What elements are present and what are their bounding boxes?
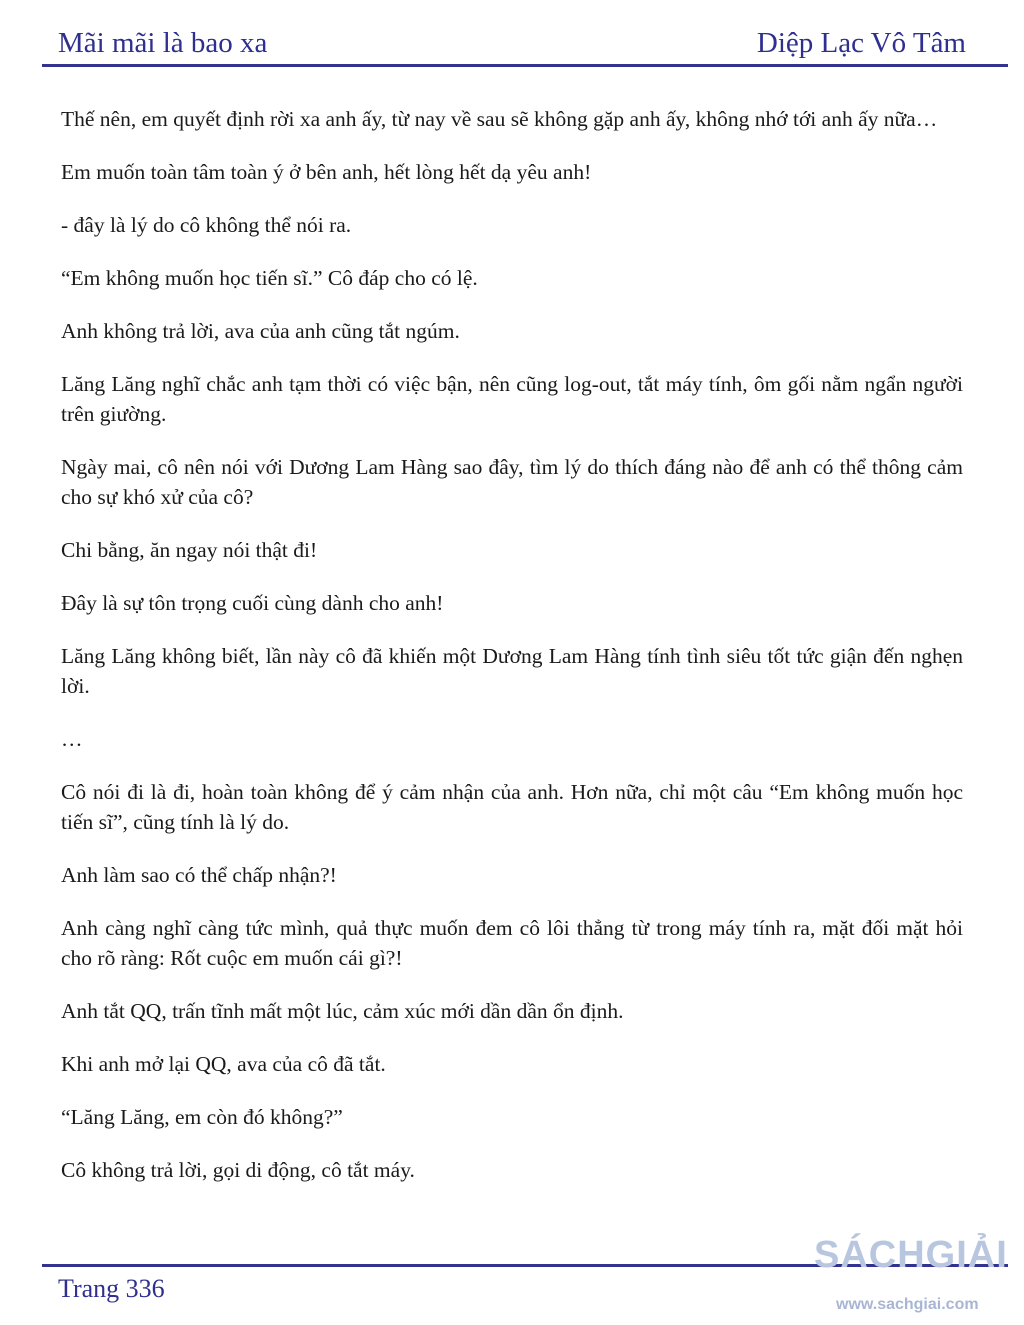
paragraph: Cô nói đi là đi, hoàn toàn không để ý cảm nhận của anh. Hơn nữa, chỉ một câu “Em không muốn học tiến sĩ”, cũng tính là lý do. <box>61 780 963 834</box>
paragraph: Lăng Lăng nghĩ chắc anh tạm thời có việc bận, nên cũng log-out, tắt máy tính, ôm gối nằm ngẩn người trên giường. <box>61 372 963 426</box>
book-title: Mãi mãi là bao xa <box>58 27 268 59</box>
author-name: Diệp Lạc Vô Tâm <box>756 27 966 59</box>
paragraph: Cô không trả lời, gọi di động, cô tắt máy. <box>61 1158 415 1182</box>
paragraph: Anh làm sao có thể chấp nhận?! <box>61 863 337 887</box>
paragraph: Lăng Lăng không biết, lần này cô đã khiến một Dương Lam Hàng tính tình siêu tốt tức giận đến nghẹn lời. <box>61 644 963 698</box>
watermark-url: www.sachgiai.com <box>836 1296 979 1313</box>
paragraph: Anh tắt QQ, trấn tĩnh mất một lúc, cảm xúc mới dần dần ổn định. <box>61 999 624 1023</box>
paragraph: Em muốn toàn tâm toàn ý ở bên anh, hết lòng hết dạ yêu anh! <box>61 160 592 184</box>
page-header <box>0 0 1024 68</box>
page-body <box>61 104 963 1208</box>
paragraph: “Em không muốn học tiến sĩ.” Cô đáp cho có lệ. <box>61 266 478 290</box>
paragraph-ellipsis: … <box>61 727 83 751</box>
paragraph: Đây là sự tôn trọng cuối cùng dành cho anh! <box>61 591 444 615</box>
watermark <box>814 1222 1020 1318</box>
paragraph: Thế nên, em quyết định rời xa anh ấy, từ nay về sau sẽ không gặp anh ấy, không nhớ tới anh ấy nữa… <box>61 107 938 131</box>
paragraph: Anh càng nghĩ càng tức mình, quả thực muốn đem cô lôi thẳng từ trong máy tính ra, mặt đối mặt hỏi cho rõ ràng: Rốt cuộc em muốn cái gì?! <box>61 916 963 970</box>
watermark-logo: SÁCHGIẢI <box>814 1234 1008 1276</box>
header-divider <box>42 64 1008 67</box>
paragraph: - đây là lý do cô không thể nói ra. <box>61 213 352 237</box>
paragraph: Anh không trả lời, ava của anh cũng tắt ngúm. <box>61 319 460 343</box>
paragraph: Khi anh mở lại QQ, ava của cô đã tắt. <box>61 1052 386 1076</box>
paragraph: “Lăng Lăng, em còn đó không?” <box>61 1105 343 1129</box>
paragraph: Chi bằng, ăn ngay nói thật đi! <box>61 538 318 562</box>
paragraph: Ngày mai, cô nên nói với Dương Lam Hàng sao đây, tìm lý do thích đáng nào để anh có thể thông cảm cho sự khó xử của cô? <box>61 455 963 509</box>
page-number: Trang 336 <box>58 1274 165 1303</box>
